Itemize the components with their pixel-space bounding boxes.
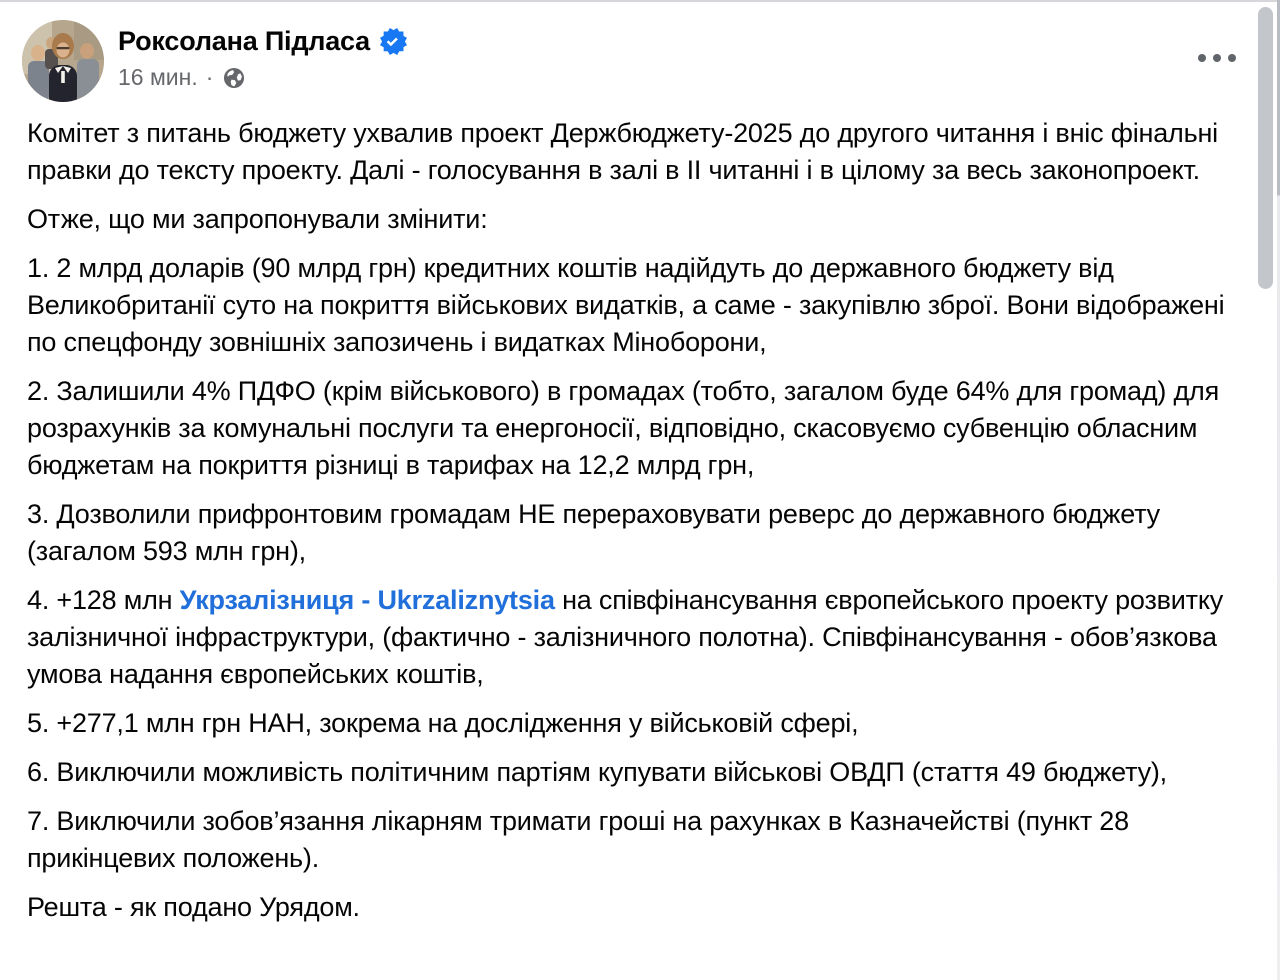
avatar[interactable] [22,20,104,102]
post-text-paragraph: 3. Дозволили прифронтовим громадам НЕ перераховувати реверс до державного бюджету (загалом 593 млн грн), [27,499,1160,566]
post-text-segment: на співфінансування європейського проекту розвитку залізничної інфраструктури, (фактично - залізничного полотна). Співфінансування - обов’язкова умова надання європейських коштів, [27,585,1224,689]
post-menu-button[interactable] [1190,46,1244,70]
timestamp[interactable]: 16 мин. [118,64,198,90]
post-text-paragraph: Комітет з питань бюджету ухвалив проект Держбюджету-2025 до другого читання і вніс фінальні правки до тексту проекту. Далі - голосування в залі в ІІ читанні і в цілому за весь законопроект. [27,118,1218,185]
ellipsis-menu-icon [1213,54,1221,62]
post-meta [118,64,1210,91]
post-text-paragraph [27,582,1246,693]
post-text-paragraph: 1. 2 млрд доларів (90 млрд грн) кредитних коштів надійдуть до державного бюджету від Великобританії суто на покриття військових видатків, а саме - закупівлю зброї. Вони відображені по спецфонду зовнішніх запозичень і видатках Міноборони, [27,253,1225,357]
ellipsis-menu-icon [1228,54,1236,62]
post-text-paragraph: 6. Виключили можливість політичним партіям купувати військові ОВДП (стаття 49 бюджету), [27,757,1167,787]
post-text-paragraph: 5. +277,1 млн грн НАН, зокрема на дослідження у військовій сфері, [27,708,859,738]
post-body [0,102,1280,926]
verified-badge-icon [380,28,407,55]
post-header [0,0,1280,102]
ukrzaliznytsia-page-link[interactable]: Укрзалізниця - Ukrzaliznytsia [179,585,555,615]
post-text-segment: 4. +128 млн [27,585,180,615]
meta-separator: · [205,64,214,90]
author-name[interactable]: Роксолана Підласа [118,26,370,56]
post-text-paragraph: 2. Залишили 4% ПДФО (крім військового) в громадах (тобто, загалом буде 64% для громад) для розрахунків за комунальні послуги та енергоносії, відповідно, скасовуємо субвенцію обласним бюджетам на покриття різниці в тарифах на 12,2 млрд грн, [27,376,1219,480]
globe-privacy-icon [223,67,245,89]
scrollbar-thumb[interactable] [1258,7,1273,289]
avatar-photo [22,20,104,102]
post-text-paragraph: 7. Виключили зобов’язання лікарням тримати гроші на рахунках в Казначействі (пункт 28 прикінцевих положень). [27,806,1129,873]
post-header-text [118,20,1210,91]
post-text-paragraph: Отже, що ми запропонували змінити: [27,204,488,234]
ellipsis-menu-icon [1198,54,1206,62]
post-text-paragraph: Решта - як подано Урядом. [27,892,360,922]
author-row [118,25,1210,58]
